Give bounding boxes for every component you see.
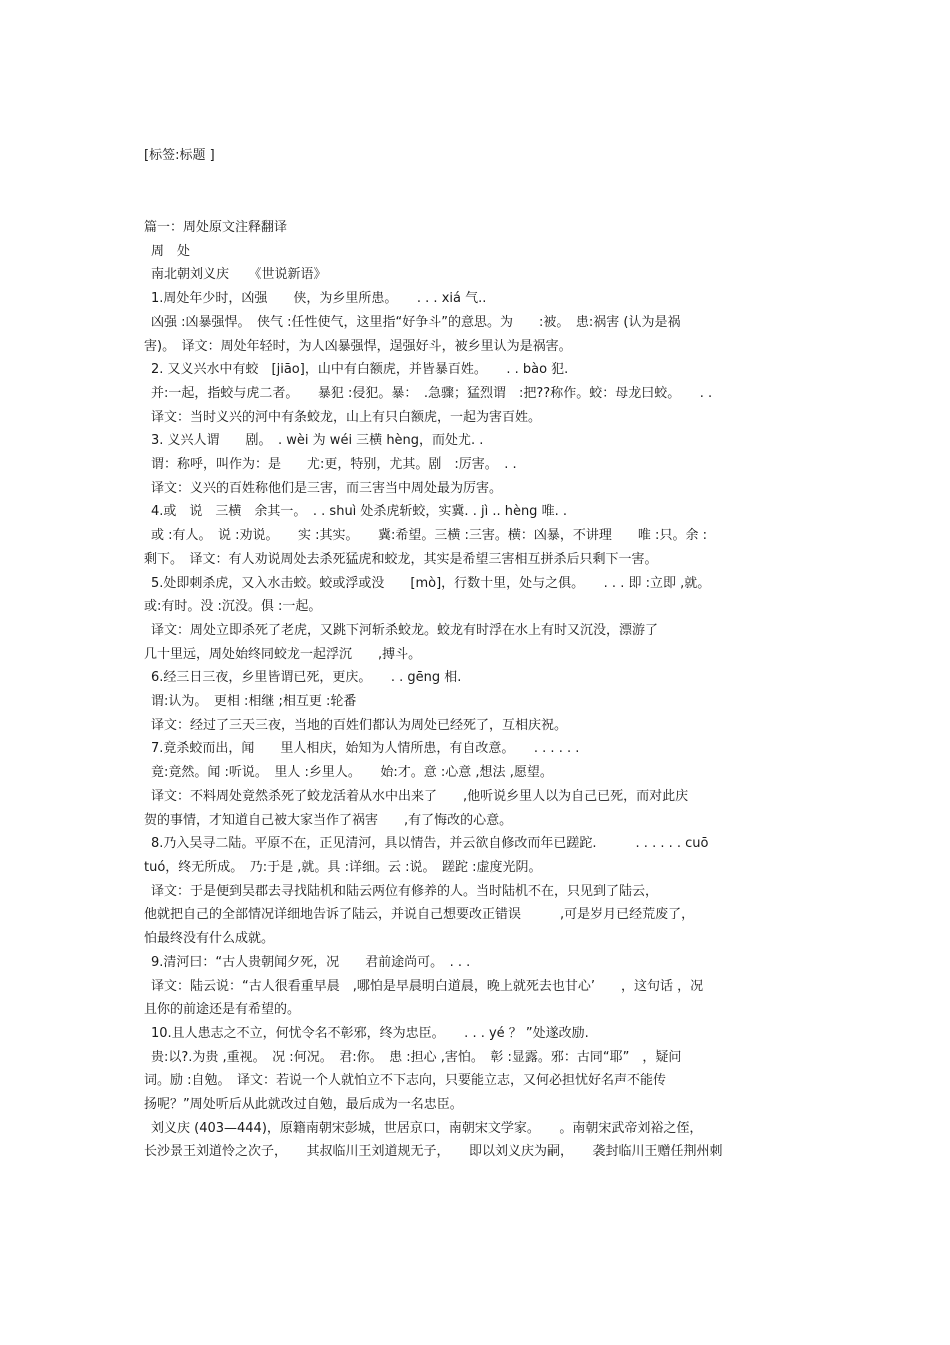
text-line: 译文：义兴的百姓称他们是三害，而三害当中周处最为厉害。 xyxy=(151,480,503,496)
text-line: 扬呢？”周处听后从此就改过自勉，最后成为一名忠臣。 xyxy=(144,1097,463,1113)
text-line: 6.经三日三夜，乡里皆谓已死，更庆。 . . gēng 相. xyxy=(151,670,462,686)
text-line: tuó，终无所成。 乃:于是 ,就。具 :详细。云 :说。 蹉跎 :虚度光阴。 xyxy=(144,859,542,875)
text-line: 或:有时。没 :沉没。俱 :一起。 xyxy=(144,599,322,615)
text-line: 几十里远，周处始终同蛟龙一起浮沉 ,搏斗。 xyxy=(144,646,422,662)
text-line: 译文：于是便到吴郡去寻找陆机和陆云两位有修养的人。当时陆机不在，只见到了陆云， xyxy=(151,883,659,899)
text-line: 谓:认为。 更相 :相继 ;相互更 :轮番 xyxy=(151,694,357,710)
text-line: 周 处 xyxy=(151,243,191,259)
text-line: 篇一：周处原文注释翻译 xyxy=(144,220,288,235)
text-line: 害)。 译文：周处年轻时，为人凶暴强悍，逞强好斗，被乡里认为是祸害。 xyxy=(144,338,572,354)
text-line: 10.且人患志之不立，何忧令名不彰邪，终为忠臣。 . . . yé ？ ”处遂改励. xyxy=(151,1025,589,1041)
text-line: 谓：称呼，叫作为：是 尤:更，特别，尤其。剧 :厉害。 . . xyxy=(151,457,517,473)
text-line: 4.或 说 三横 余其一。 . . shuì 处杀虎斩蛟，实冀. . jì .. hèng 唯. . xyxy=(151,504,567,520)
text-line: 竟:竟然。闻 :听说。 里人 :乡里人。 始:才。意 :心意 ,想法 ,愿望。 xyxy=(151,765,553,781)
text-line: 词。励 :自勉。 译文：若说一个人就怕立不下志向，只要能立志，又何必担忧好名声不能传 xyxy=(144,1073,667,1089)
text-line: 他就把自己的全部情况详细地告诉了陆云，并说自己想要改正错误 ,可是岁月已经荒废了， xyxy=(144,907,695,923)
text-line: 凶强 :凶暴强悍。 侠气 :任性使气，这里指“好争斗”的意思。为 :被。 患:祸害 (认为是祸 xyxy=(151,314,681,330)
text-line: 9.清河曰：“古人贵朝闻夕死，况 君前途尚可。 . . . xyxy=(151,954,471,970)
text-line: 译文：当时义兴的河中有条蛟龙，山上有只白额虎，一起为害百姓。 xyxy=(151,409,542,425)
text-line: 译文：周处立即杀死了老虎，又跳下河斩杀蛟龙。蛟龙有时浮在水上有时又沉没，漂游了 xyxy=(151,622,659,638)
text-line: 并:一起，指蛟与虎二者。 暴犯 :侵犯。暴： .急骤；猛烈谓 :把??称作。蛟：母龙曰蛟。 . . xyxy=(151,385,713,401)
text-line: 译文：不料周处竟然杀死了蛟龙活着从水中出来了 ,他听说乡里人以为自己已死，而对此庆 xyxy=(151,788,689,804)
document-body xyxy=(144,216,812,1164)
text-line: 5.处即刺杀虎，又入水击蛟。蛟或浮或没 [mò]，行数十里，处与之俱。 . . . 即 :立即 ,就。 xyxy=(151,575,711,591)
text-line: 贺的事情，才知道自己被大家当作了祸害 ,有了悔改的心意。 xyxy=(144,812,513,828)
text-line: 8.乃入吴寻二陆。平原不在，正见清河，具以情告，并云欲自修改而年已蹉跎. . . . . . . cuō xyxy=(151,836,709,852)
text-line: 刘义庆 (403—444)，原籍南朝宋彭城，世居京口，南朝宋文学家。 。南朝宋武帝刘裕之侄， xyxy=(151,1120,703,1136)
text-line: 或 :有人。 说 :劝说。 实 :其实。 冀:希望。三横 :三害。横：凶暴，不讲理 唯 :只。余 : xyxy=(151,528,707,544)
text-line: 3. 义兴人谓 剧。 . wèi 为 wéi 三横 hèng，而处尤. . xyxy=(151,433,484,449)
text-line: 译文：陆云说：“古人很看重早晨 ,哪怕是早晨明白道晨，晚上就死去也甘心’ ，这句话 ，况 xyxy=(151,978,704,994)
tag-label: [标签:标题 ] xyxy=(144,148,215,163)
text-line: 7.竟杀蛟而出，闻 里人相庆，始知为人情所患，有自改意。 . . . . . . xyxy=(151,741,580,757)
text-line: 长沙景王刘道怜之次子， 其叔临川王刘道规无子， 即以刘义庆为嗣， 袭封临川王赠任荆州刺 xyxy=(144,1144,723,1160)
text-line: 译文：经过了三天三夜，当地的百姓们都认为周处已经死了，互相庆祝。 xyxy=(151,717,568,733)
text-line: 且你的前途还是有希望的。 xyxy=(144,1002,301,1018)
text-line: 2. 又义兴水中有蛟 [jiāo]，山中有白额虎，并皆暴百姓。 . . bào 犯. xyxy=(151,362,569,378)
text-line: 南北朝刘义庆 《世说新语》 xyxy=(151,267,327,283)
text-line: 贵:以?.为贵 ,重视。 况 :何况。 君:你。 患 :担心 ,害怕。 彰 :显露。邪：古同“耶” ，疑问 xyxy=(151,1049,682,1065)
text-line: 怕最终没有什么成就。 xyxy=(144,931,275,947)
text-line: 1.周处年少时，凶强 侠，为乡里所患。 . . . xiá 气.. xyxy=(151,291,487,307)
text-line: 剩下。 译文：有人劝说周处去杀死猛虎和蛟龙，其实是希望三害相互拼杀后只剩下一害。 xyxy=(144,551,658,567)
